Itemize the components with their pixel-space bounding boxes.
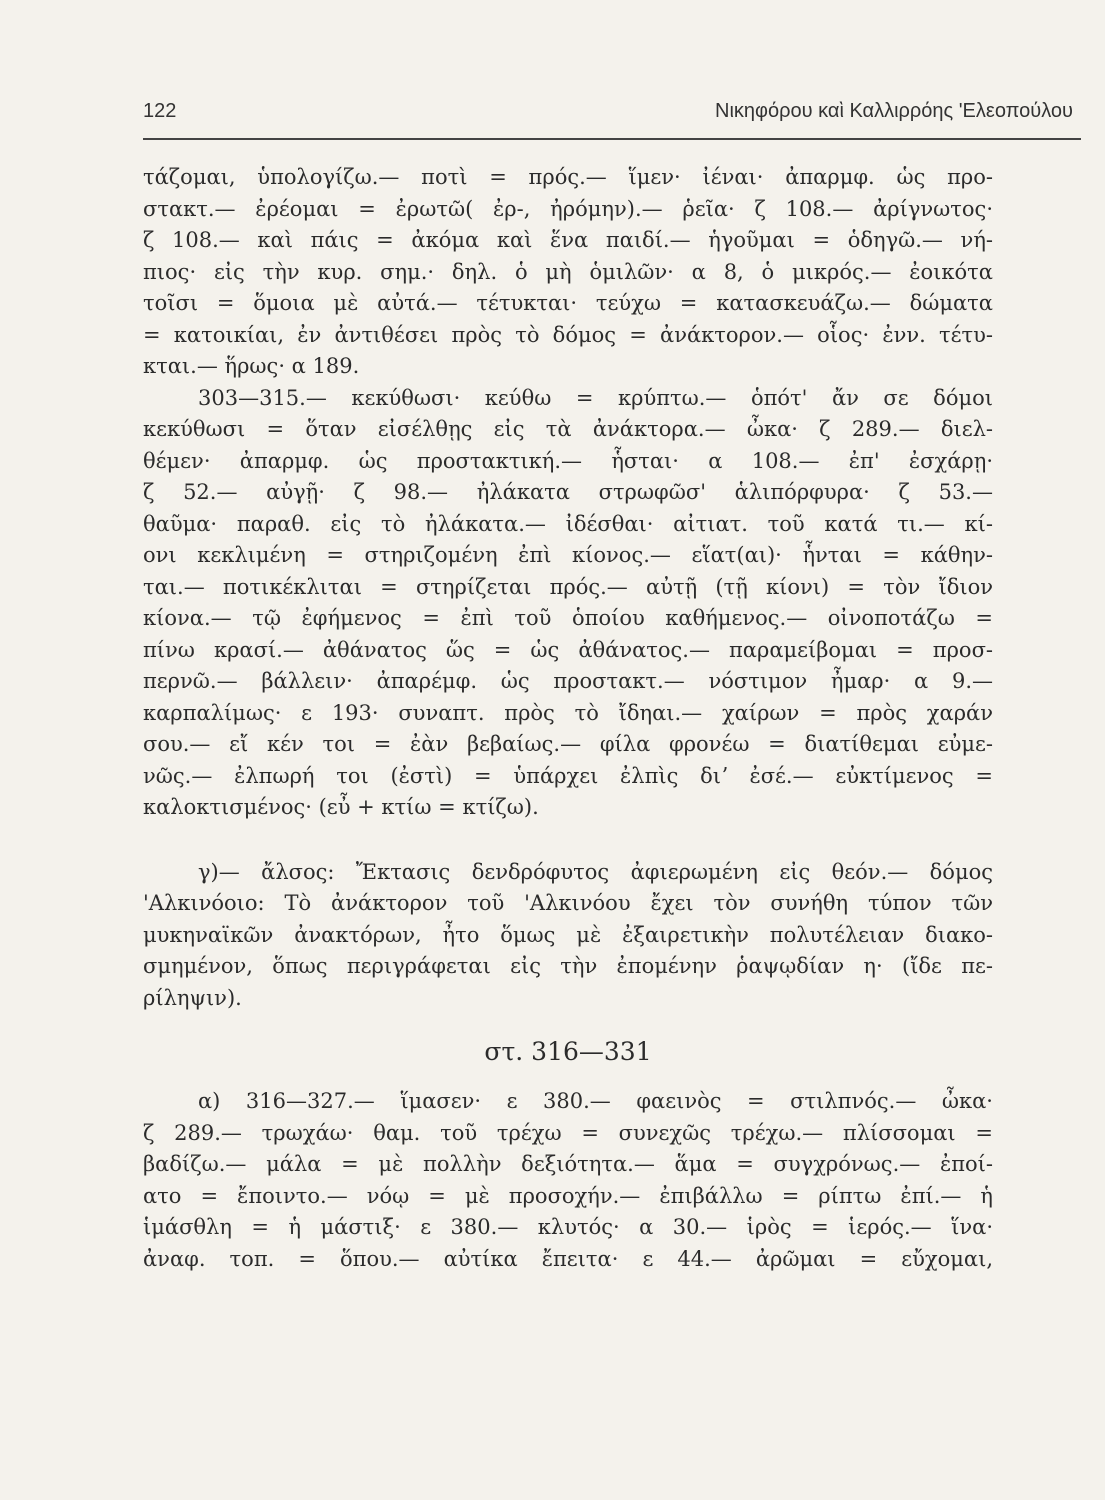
paragraph-a: [143, 162, 993, 383]
text-line: στακτ.— ἐρέομαι = ἐρωτῶ( ἐρ-, ἠρόμην).— ῥεῖα· ζ 108.— ἀρίγνωτος·: [143, 196, 993, 221]
text-line: ἀναφ. τοπ. = ὅπου.— αὐτίκα ἔπειτα· ε 44.— ἀρῶμαι = εὔχομαι,: [143, 1246, 993, 1271]
text-line: καρπαλίμως· ε 193· συναπτ. πρὸς τὸ ἴδηαι.— χαίρων = πρὸς χαράν: [143, 700, 993, 725]
text-line: σμημένον, ὅπως περιγράφεται εἰς τὴν ἐπομένην ῥαψῳδίαν η· (ἴδε πε-: [143, 954, 993, 978]
paragraph-b: [143, 383, 993, 824]
text-line: μυκηναϊκῶν ἀνακτόρων, ἦτο ὅμως μὲ ἐξαιρετικὴν πολυτέλειαν διακο-: [143, 922, 993, 947]
text-line: θαῦμα· παραθ. εἰς τὸ ἠλάκατα.— ἰδέσθαι· αἰτιατ. τοῦ κατά τι.— κί-: [143, 511, 993, 536]
page-body: [143, 162, 993, 1275]
text-line: ζ 108.— καὶ πάις = ἀκόμα καὶ ἕνα παιδί.— ἡγοῦμαι = ὁδηγῶ.— νή-: [143, 228, 993, 252]
text-line: ατο = ἔποιντο.— νόῳ = μὲ προσοχήν.— ἐπιβάλλω = ρίπτω ἐπί.— ἡ: [143, 1183, 993, 1208]
text-line: ρίληψιν).: [143, 985, 242, 1010]
text-line: βαδίζω.— μάλα = μὲ πολλὴν δεξιότητα.— ἅμα = συγχρόνως.— ἐποί-: [143, 1152, 993, 1176]
text-line: 303—315.— κεκύθωσι· κεύθω = κρύπτω.— ὁπότ' ἄν σε δόμοι: [198, 385, 993, 410]
text-line: κεκύθωσι = ὅταν εἰσέλθῃς εἰς τὰ ἀνάκτορα.— ὦκα· ζ 289.— διελ-: [143, 417, 993, 441]
header-rule: [143, 138, 1081, 140]
text-line: καλοκτισμένος· (εὖ + κτίω = κτίζω).: [143, 795, 539, 819]
text-line: κται.— ἥρως· α 189.: [143, 354, 360, 378]
text-line: σου.— εἴ κέν τοι = ἐὰν βεβαίως.— φίλα φρονέω = διατίθεμαι εὐμε-: [143, 732, 993, 756]
text-line: πιος· εἰς τὴν κυρ. σημ.· δηλ. ὁ μὴ ὁμιλῶν· α 8, ὁ μικρός.— ἐοικότα: [143, 259, 993, 284]
text-line: ἱμάσθλη = ἡ μάστιξ· ε 380.— κλυτός· α 30.— ἱρὸς = ἱερός.— ἵνα·: [143, 1215, 993, 1239]
text-line: 'Αλκινόοιο: Τὸ ἀνάκτορον τοῦ 'Αλκινόου ἔχει τὸν συνήθη τύπον τῶν: [143, 891, 993, 915]
text-line: περνῶ.— βάλλειν· ἀπαρέμφ. ὡς προστακτ.— νόστιμον ἦμαρ· α 9.—: [143, 669, 993, 693]
text-line: τοῖσι = ὅμοια μὲ αὐτά.— τέτυκται· τεύχω = κατασκευάζω.— δώματα: [143, 291, 993, 315]
running-title: Νικηφόρου καὶ Καλλιρρόης 'Ελεοπούλου: [715, 100, 1073, 122]
paragraph-d: [143, 1086, 993, 1275]
text-line: ονι κεκλιμένη = στηριζομένη ἐπὶ κίονος.— εἵατ(αι)· ἧνται = κάθην-: [143, 543, 993, 567]
text-line: α) 316—327.— ἵμασεν· ε 380.— φαεινὸς = στιλπνός.— ὦκα·: [198, 1089, 993, 1113]
text-line: τάζομαι, ὑπολογίζω.— ποτὶ = πρός.— ἵμεν· ἰέναι· ἀπαρμφ. ὡς προ-: [143, 165, 993, 189]
text-line: θέμεν· ἀπαρμφ. ὡς προστακτική.— ἧσται· α 108.— ἐπ' ἐσχάρῃ·: [143, 448, 993, 473]
text-line: = κατοικίαι, ἐν ἀντιθέσει πρὸς τὸ δόμος = ἀνάκτορον.— οἷος· ἐνν. τέτυ-: [143, 322, 993, 347]
text-line: νῶς.— ἐλπωρή τοι (ἐστὶ) = ὑπάρχει ἐλπὶς διʼ ἐσέ.— εὐκτίμενος =: [143, 763, 993, 788]
paragraph-c: [143, 857, 993, 1015]
page-header: [143, 100, 1083, 140]
text-line: γ)— ἄλσος: Ἔκτασις δενδρόφυτος ἀφιερωμένη εἰς θεόν.— δόμος: [198, 859, 993, 884]
text-line: κίονα.— τῷ ἐφήμενος = ἐπὶ τοῦ ὁποίου καθήμενος.— οἰνοποτάζω =: [143, 606, 993, 630]
text-line: ζ 289.— τρωχάω· θαμ. τοῦ τρέχω = συνεχῶς τρέχω.— πλίσσομαι =: [143, 1120, 993, 1145]
text-line: ται.— ποτικέκλιται = στηρίζεται πρός.— αὐτῇ (τῇ κίονι) = τὸν ἴδιον: [143, 574, 993, 599]
text-line: πίνω κρασί.— ἀθάνατος ὥς = ὡς ἀθάνατος.— παραμείβομαι = προσ-: [143, 637, 993, 662]
page-number: 122: [143, 100, 177, 122]
section-heading: στ. 316—331: [484, 1037, 652, 1066]
text-line: ζ 52.— αὐγῇ· ζ 98.— ἠλάκατα στρωφῶσ' ἁλιπόρφυρα· ζ 53.—: [143, 480, 993, 504]
spacer: [143, 824, 993, 857]
